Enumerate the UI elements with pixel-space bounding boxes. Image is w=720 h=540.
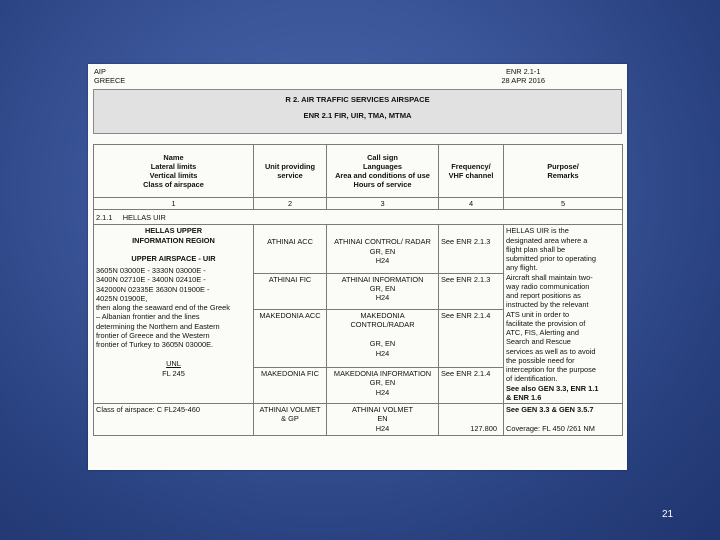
col-number: 5	[504, 198, 623, 210]
unit-cell: ATHINAI ACC	[254, 225, 327, 274]
col-header-callsign: Call sign Languages Area and conditions of use Hours of service	[327, 145, 439, 198]
callsign-cell: ATHINAI CONTROL/ RADAR GR, EN H24	[327, 225, 439, 274]
name-limits-cell	[94, 225, 254, 404]
table-header-row	[94, 145, 623, 198]
doc-header-left	[94, 67, 125, 86]
section-title: R 2. AIR TRAFFIC SERVICES AIRSPACE	[285, 95, 430, 104]
frequency-cell: See ENR 2.1.3	[439, 273, 504, 309]
airspace-table	[93, 144, 623, 436]
region-name-line1: HELLAS UPPER	[144, 226, 203, 236]
callsign-cell: ATHINAI INFORMATION GR, EN H24	[327, 273, 439, 309]
document-page	[88, 64, 627, 470]
callsign-cell: MAKEDONIA CONTROL/RADAR GR, EN H24	[327, 309, 439, 367]
header-country: GREECE	[94, 76, 126, 86]
col-number: 4	[439, 198, 504, 210]
airspace-class-cell: Class of airspace: C FL245-460	[94, 404, 254, 436]
table-row	[94, 404, 623, 436]
unit-cell: MAKEDONIA FIC	[254, 368, 327, 404]
col-header-unit: Unit providing service	[254, 145, 327, 198]
section-row	[94, 210, 623, 225]
frequency-cell: See ENR 2.1.4	[439, 309, 504, 367]
coord-line: 342000N 02335E 3630N 01900E -	[96, 284, 210, 294]
frequency-cell: See ENR 2.1.3	[439, 225, 504, 274]
remarks-cell: See GEN 3.3 & GEN 3.5.7 Coverage: FL 450 /261 NM	[504, 404, 623, 436]
section-label: 2.1.1 HELLAS UIR	[94, 210, 623, 225]
col-header-frequency: Frequency/ VHF channel	[439, 145, 504, 198]
upper-limit: UNL	[166, 359, 181, 369]
table-row	[94, 225, 623, 274]
upper-airspace-label: UPPER AIRSPACE - UIR	[131, 253, 216, 263]
col-header-name: Name Lateral limits Vertical limits Class of airspace	[94, 145, 254, 198]
coord-line: frontier of Turkey to 3605N 03000E.	[96, 340, 214, 349]
header-date: 28 APR 2016	[501, 76, 545, 86]
region-name-line2: INFORMATION REGION	[132, 235, 215, 245]
coord-line: then along the seaward end of the Greek	[96, 303, 230, 312]
section-title-box	[93, 89, 622, 134]
coord-line: 3605N 03000E - 3330N 03000E -	[96, 266, 206, 275]
unit-cell: ATHINAI FIC	[254, 273, 327, 309]
callsign-cell: ATHINAI VOLMET EN H24	[327, 404, 439, 436]
coord-line: determining the Northern and Eastern	[96, 321, 220, 331]
slide-number: 21	[662, 509, 674, 520]
header-aip: AIP	[94, 67, 106, 76]
coord-line: frontier of Greece and the Western	[96, 330, 210, 340]
header-page-ref: ENR 2.1-1	[505, 67, 541, 76]
col-number: 3	[327, 198, 439, 210]
coord-line: – Albanian frontier and the lines	[96, 312, 200, 322]
unit-cell: MAKEDONIA ACC	[254, 309, 327, 367]
coord-line: 4025N 01900E,	[96, 293, 148, 303]
coord-line: 3400N 02710E - 3400N 02410E -	[96, 275, 206, 285]
col-header-remarks: Purpose/ Remarks	[504, 145, 623, 198]
col-number: 1	[94, 198, 254, 210]
doc-header-right	[501, 67, 545, 86]
column-number-row	[94, 198, 623, 210]
unit-cell: ATHINAI VOLMET & GP	[254, 404, 327, 436]
lower-limit: FL 245	[162, 368, 185, 378]
frequency-cell: 127.800	[439, 404, 504, 436]
callsign-cell: MAKEDONIA INFORMATION GR, EN H24	[327, 368, 439, 404]
frequency-cell: See ENR 2.1.4	[439, 368, 504, 404]
remarks-cell: HELLAS UIR is the designated area where a flight plan shall be submitted prior to operating any flight. Aircraft shall maintain two- way radio communication and report positions as instructed by the relevant ATS unit in order to facilitate the provision of ATC, FIS, Alerting and Search and Rescue services as well as to avoid the possible need for interception for the purpose of identification. See also GEN 3.3, ENR 1.1 & ENR 1.6	[504, 225, 623, 404]
col-number: 2	[254, 198, 327, 210]
section-subtitle: ENR 2.1 FIR, UIR, TMA, MTMA	[303, 111, 412, 121]
